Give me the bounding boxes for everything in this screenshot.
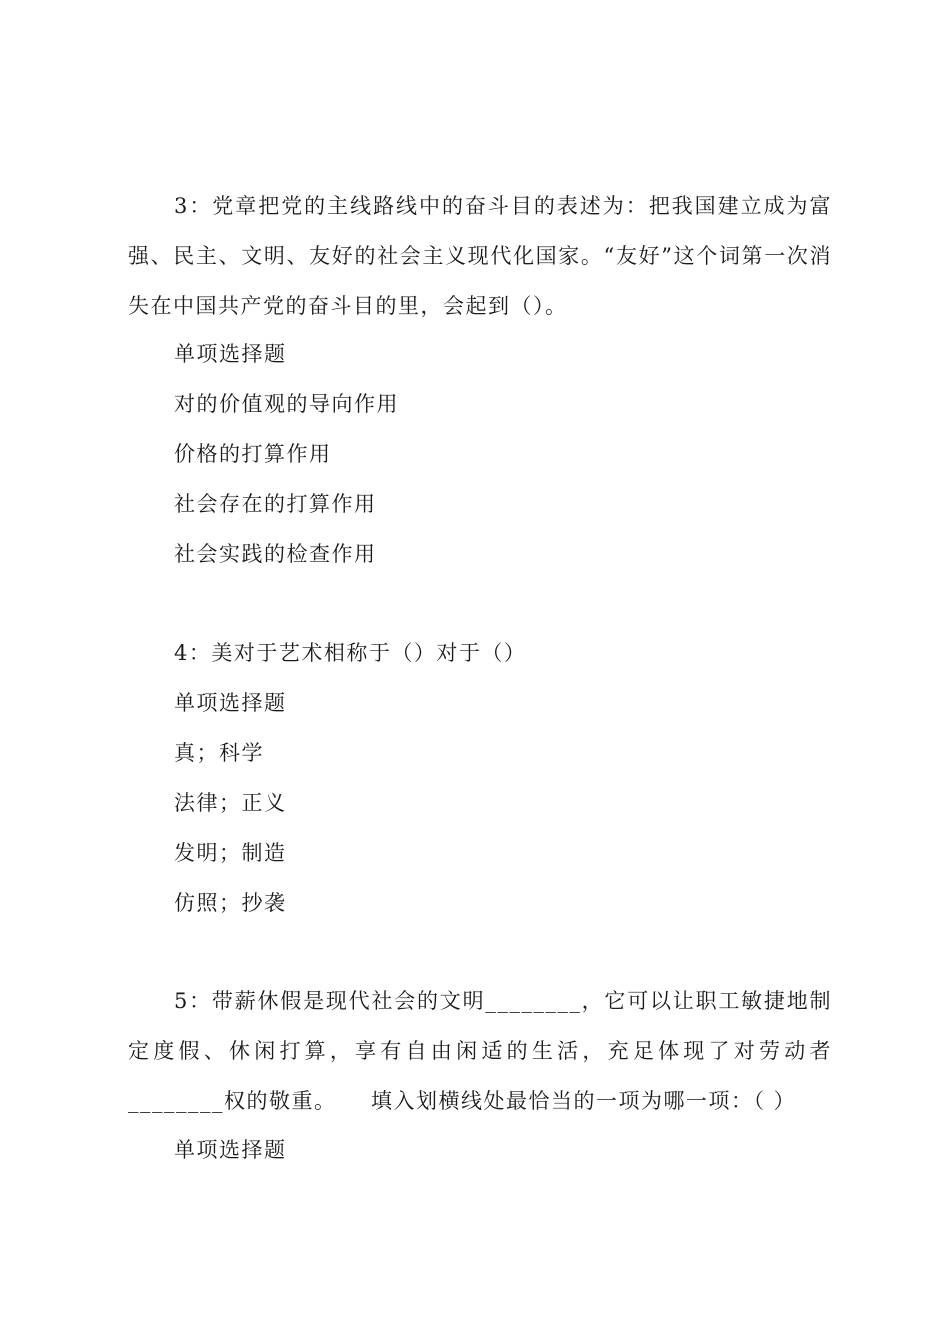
question-4-option-d: 仿照；抄袭 <box>174 891 287 915</box>
question-3-option-c: 社会存在的打算作用 <box>174 492 377 516</box>
question-3-type: 单项选择题 <box>174 342 287 366</box>
question-5-stem: 5：带薪休假是现代社会的文明________，它可以让职工敏捷地制定度假、休闲打算，享有自由闲适的生活，充足体现了对劳动者________权的敬重。 填入划横线处最恰当的一项为哪一项：（ ） <box>128 989 832 1113</box>
question-3-option-a: 对的价值观的导向作用 <box>174 392 399 416</box>
question-3-stem: 3：党章把党的主线路线中的奋斗目的表述为：把我国建立成为富强、民主、文明、友好的社会主义现代化国家。“友好”这个词第一次消失在中国共产党的奋斗目的里，会起到（）。 <box>128 194 832 318</box>
question-3-option-d: 社会实践的检查作用 <box>174 542 377 566</box>
question-4-option-c: 发明；制造 <box>174 841 287 865</box>
question-5-type: 单项选择题 <box>174 1138 287 1162</box>
question-3-option-b: 价格的打算作用 <box>174 442 332 466</box>
question-4-option-b: 法律；正义 <box>174 791 287 815</box>
question-4-stem: 4：美对于艺术相称于（）对于（） <box>174 641 527 665</box>
question-4-type: 单项选择题 <box>174 691 287 715</box>
question-4-option-a: 真；科学 <box>174 741 264 765</box>
